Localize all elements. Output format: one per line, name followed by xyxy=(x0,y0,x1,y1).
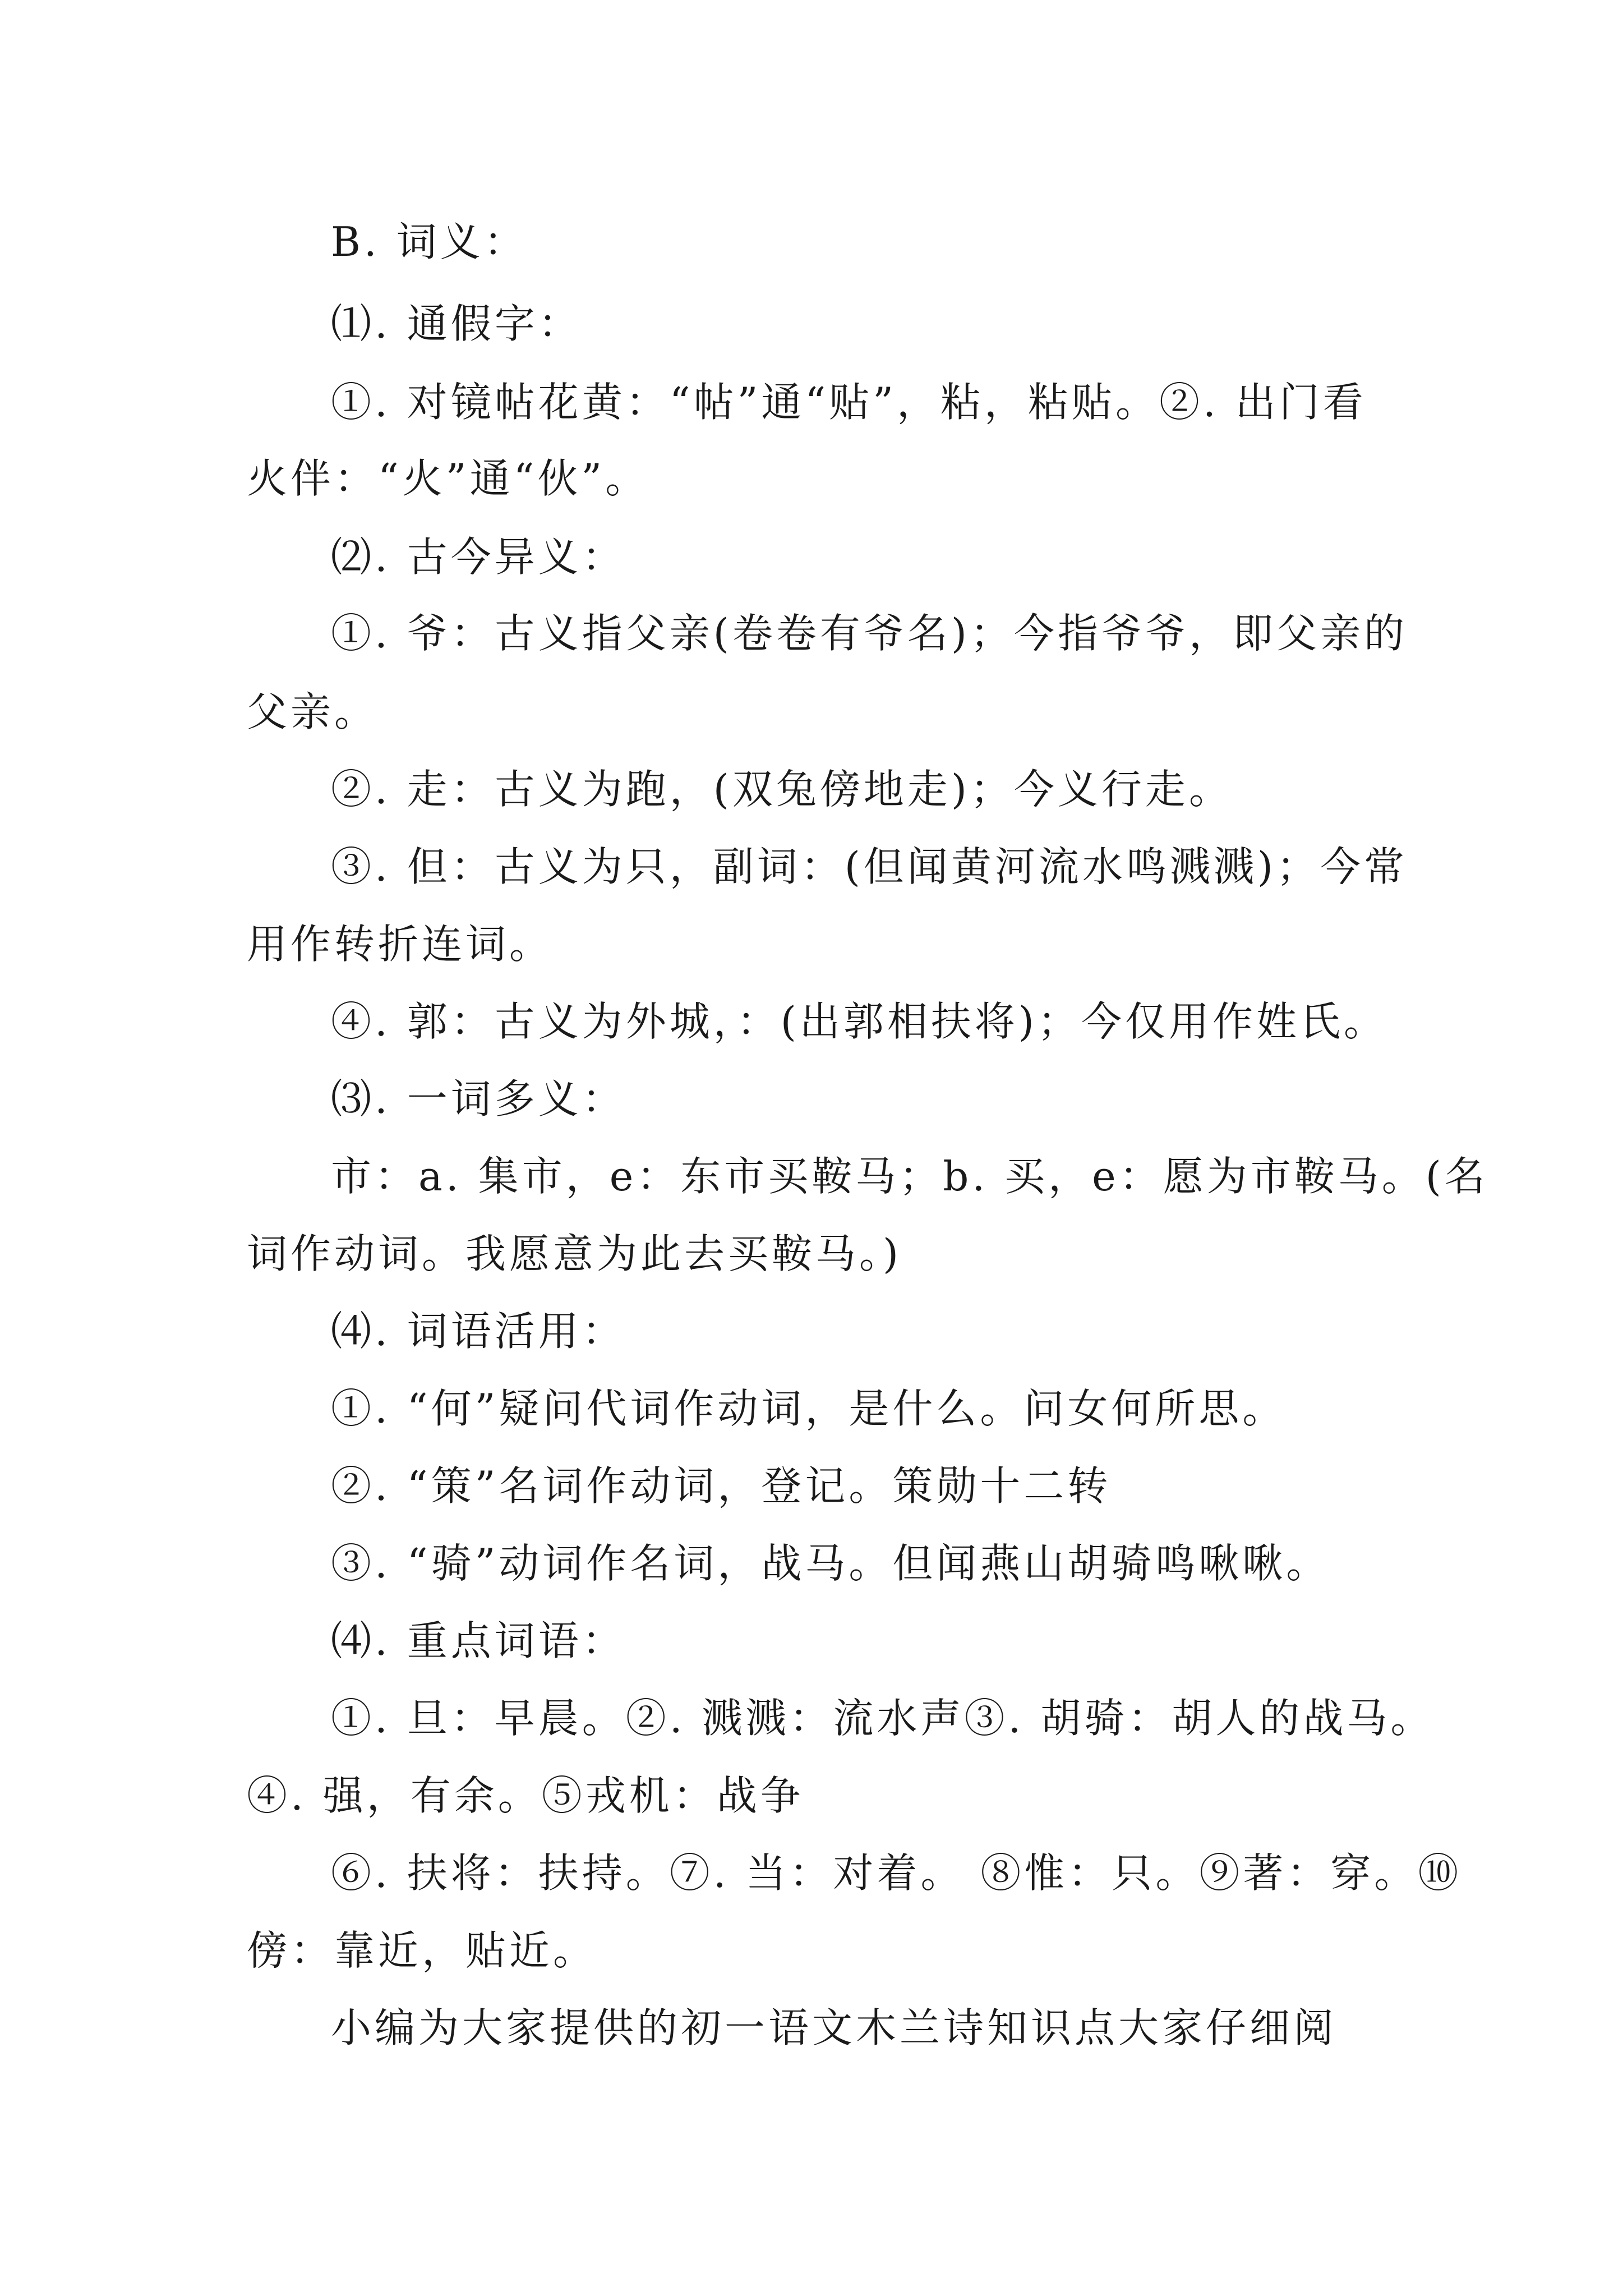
paragraph-line: 父亲。 xyxy=(247,688,379,735)
paragraph-line: ③. “骑”动词作名词，战马。但闻燕山胡骑鸣啾啾。 xyxy=(331,1540,1330,1587)
subheading-word-usage: ⑷. 词语活用： xyxy=(331,1308,626,1355)
paragraph-line: ①. 旦：早晨。②. 溅溅：流水声③. 胡骑：胡人的战马。 xyxy=(331,1695,1435,1742)
section-heading-word-meaning: B. 词义： xyxy=(331,218,528,265)
paragraph-line: ②. 走：古义为跑，(双兔傍地走)；今义行走。 xyxy=(331,766,1233,813)
paragraph-line: ③. 但：古义为只，副词：(但闻黄河流水鸣溅溅)；今常 xyxy=(331,843,1408,890)
paragraph-line: 用作转折连词。 xyxy=(247,921,554,968)
paragraph-line: ①. 对镜帖花黄：“帖”通“贴”，粘，粘贴。②. 出门看 xyxy=(331,379,1367,426)
paragraph-line: 傍：靠近，贴近。 xyxy=(247,1927,597,1974)
paragraph-line: 小编为大家提供的初一语文木兰诗知识点大家仔细阅 xyxy=(331,2004,1338,2051)
paragraph-line: ④. 强，有余。⑤戎机：战争 xyxy=(247,1772,804,1819)
subheading-interchangeable-characters: ⑴. 通假字： xyxy=(331,300,582,347)
paragraph-line: 市：a. 集市，e：东市买鞍马；b. 买，e：愿为市鞍马。(名 xyxy=(331,1153,1488,1200)
paragraph-line: ①. “何”疑问代词作动词，是什么。问女何所思。 xyxy=(331,1385,1287,1432)
subheading-polysemy: ⑶. 一词多义： xyxy=(331,1075,626,1122)
subheading-key-words: ⑷. 重点词语： xyxy=(331,1617,626,1664)
subheading-ancient-modern-meaning: ⑵. 古今异义： xyxy=(331,533,626,581)
paragraph-line: ②. “策”名词作动词，登记。策勋十二转 xyxy=(331,1462,1112,1510)
paragraph-line: ⑥. 扶将：扶持。⑦. 当：对着。 ⑧惟：只。⑨著：穿。⑩ xyxy=(331,1849,1462,1897)
paragraph-line: ④. 郭：古义为外城，：(出郭相扶将)；今仅用作姓氏。 xyxy=(331,998,1387,1045)
paragraph-line: 词作动词。我愿意为此去买鞍马。) xyxy=(247,1230,902,1277)
paragraph-line: ①. 爷：古义指父亲(卷卷有爷名)；今指爷爷，即父亲的 xyxy=(331,610,1408,657)
paragraph-line: 火伴：“火”通“伙”。 xyxy=(247,455,649,502)
